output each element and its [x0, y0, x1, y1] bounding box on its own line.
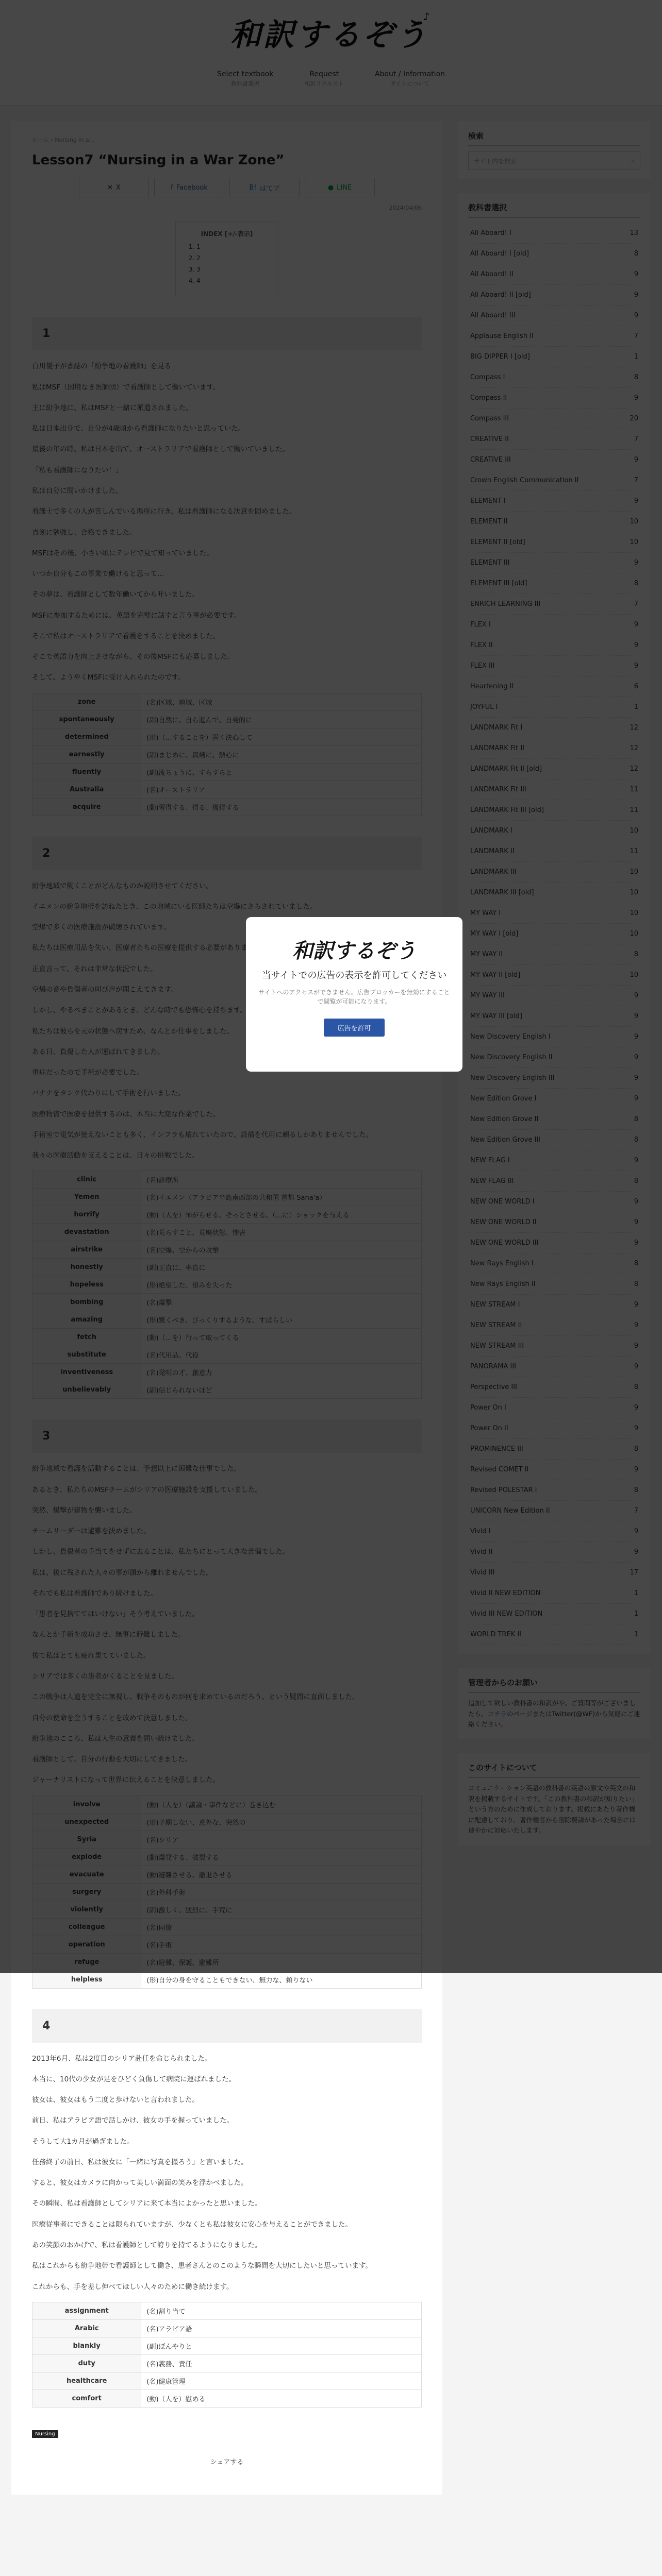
section-heading: 4: [32, 2009, 422, 2043]
vocab-row: [32, 2389, 422, 2407]
vocab-row: [32, 2319, 422, 2337]
category-tag[interactable]: Nursing: [32, 2430, 58, 2438]
allow-ads-button[interactable]: 広告を許可: [324, 1019, 384, 1037]
vocab-row: [32, 2302, 422, 2319]
footer-share-label: シェアする: [210, 2458, 244, 2466]
modal-logo: 和訳するぞう: [292, 939, 416, 963]
paragraph: あの笑顔のおかげで、私は看護師として誇りを持てるようになりました。: [32, 2241, 262, 2249]
vocab-table: [32, 2302, 422, 2408]
vocab-row: [32, 2372, 422, 2389]
vocab-meaning: (副)ぼんやりと: [141, 2337, 422, 2354]
vocab-meaning: (名)アラビア語: [141, 2319, 422, 2337]
paragraph: 任務終了の前日、私は彼女に「一緒に写真を撮ろう」と言いました。: [32, 2158, 248, 2166]
vocab-meaning: (名)義務、責任: [141, 2354, 422, 2372]
vocab-meaning: (名)割り当て: [141, 2302, 422, 2319]
vocab-word: healthcare: [32, 2372, 141, 2389]
vocab-word: comfort: [32, 2389, 141, 2407]
vocab-row: [32, 2337, 422, 2354]
paragraph: 2013年6月、私は2度目のシリア赴任を命じられました。: [32, 2054, 212, 2063]
vocab-row: [32, 1971, 422, 1988]
vocab-word: helpless: [32, 1971, 141, 1988]
paragraph: 本当に、10代の少女が足をひどく負傷して病院に運ばれました。: [32, 2075, 236, 2083]
paragraph: その瞬間、私は看護師としてシリアに来て本当によかったと思いました。: [32, 2199, 262, 2208]
vocab-word: duty: [32, 2354, 141, 2372]
paragraph: そうして大1カ月が過ぎました。: [32, 2137, 134, 2146]
paragraph: 前日、私はアラビア語で話しかけ、彼女の手を握っていました。: [32, 2116, 234, 2125]
paragraph: すると、彼女はカメラに向かって美しい満面の笑みを浮かべました。: [32, 2179, 248, 2188]
paragraph: 彼女は、彼女はもう二度と歩けないと言われました。: [32, 2096, 199, 2105]
vocab-meaning: (動)（人を）慰める: [141, 2389, 422, 2407]
vocab-word: assignment: [32, 2302, 141, 2319]
vocab-meaning: (名)健康管理: [141, 2372, 422, 2389]
modal-message: サイトへのアクセスができません。広告ブロッカーを無効にすることで閲覧が可能になります。: [258, 989, 450, 1005]
vocab-word: Arabic: [32, 2319, 141, 2337]
section-body: [32, 2053, 422, 2293]
modal-title: 当サイトでの広告の表示を許可してください: [261, 970, 447, 981]
adblock-modal: [246, 917, 462, 1072]
paragraph: 医療従事者にできることは限られていますが、少なくとも私は彼女に安心を与えることができました。: [32, 2220, 352, 2229]
vocab-word: blankly: [32, 2337, 141, 2354]
paragraph: これからも、手を差し伸べてほしい人々のために働き続けます。: [32, 2282, 234, 2291]
paragraph: 私はこれからも紛争地帯で看護師として働き、患者さんとのこのような瞬間を大切にしたいと思っています。: [32, 2262, 372, 2270]
vocab-row: [32, 2354, 422, 2372]
vocab-meaning: (形)自分の身を守ることもできない、無力な、頼りない: [141, 1971, 422, 1988]
